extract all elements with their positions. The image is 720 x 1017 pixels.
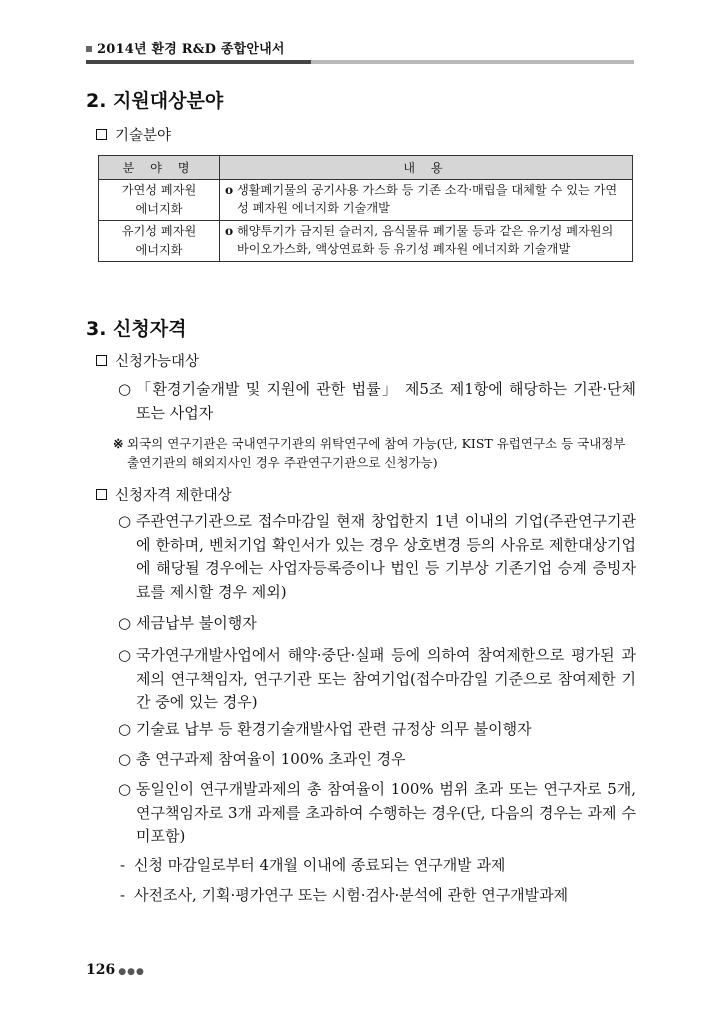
field-line: 에너지화 [135, 202, 183, 216]
table-cell-content [220, 180, 633, 221]
field-line: 가연성 폐자원 [121, 183, 197, 197]
running-header [86, 38, 285, 57]
field-table [98, 155, 633, 262]
item-text: 「환경기술개발 및 지원에 관한 법률」 제5조 제1항에 해당하는 기관·단체 또는 사업자 [136, 380, 636, 422]
sub-item-text: 신청 마감일로부터 4개월 이내에 종료되는 연구개발 과제 [134, 856, 506, 874]
page-dots-icon: ●●● [118, 967, 145, 977]
restricted-item [118, 644, 636, 715]
dash-bullet-icon: - [120, 886, 126, 904]
header-field: 분 야 명 [99, 156, 220, 180]
table-header-row [99, 156, 633, 180]
circle-bullet-icon: ○ [118, 720, 132, 738]
square-bullet-icon [96, 355, 107, 366]
restricted-item [118, 718, 636, 742]
table-cell-content [220, 221, 633, 262]
restricted-item [118, 748, 636, 772]
content-text: 해양투기가 금지된 슬러지, 음식물류 폐기물 등과 같은 유기성 폐자원의 바이오가스화, 액상연료화 등 유기성 폐자원 에너지화 기술개발 [237, 224, 614, 256]
table-row [99, 221, 633, 262]
field-line: 에너지화 [135, 243, 183, 257]
table-cell-field [99, 180, 220, 221]
dash-bullet-icon: - [120, 856, 126, 874]
table-cell-field [99, 221, 220, 262]
item-text: 세금납부 불이행자 [136, 614, 257, 632]
subsection-label: 기술분야 [115, 128, 172, 144]
subsection-eligible [96, 350, 199, 371]
header-rule-dark [86, 60, 311, 64]
restricted-item [118, 612, 636, 636]
circle-bullet-icon: o [225, 183, 234, 197]
note-item [113, 434, 636, 472]
circle-bullet-icon: ○ [118, 614, 132, 632]
section-3-title: 3. 신청자격 [86, 318, 187, 340]
item-text: 동일인이 연구개발과제의 총 참여율이 100% 범위 초과 또는 연구자로 5개, 연구책임자로 3개 과제를 초과하여 수행하는 경우(단, 다음의 경우는 과제 수 미포함) [136, 780, 636, 845]
circle-bullet-icon: ○ [118, 780, 132, 798]
circle-bullet-icon: o [225, 224, 234, 238]
square-bullet-icon [96, 489, 107, 500]
circle-bullet-icon: ○ [118, 750, 132, 768]
table-row [99, 180, 633, 221]
field-line: 유기성 폐자원 [121, 224, 197, 238]
sub-item-text: 사전조사, 기획·평가연구 또는 시험·검사·분석에 관한 연구개발과제 [134, 886, 569, 904]
header-marker-icon [86, 46, 92, 52]
page-number-text: 126 [86, 962, 116, 978]
restricted-item [118, 778, 636, 849]
circle-bullet-icon: ○ [118, 646, 132, 664]
sub-item [120, 884, 640, 907]
subsection-restricted [96, 484, 232, 505]
square-bullet-icon [96, 129, 107, 140]
section-2-title: 2. 지원대상분야 [86, 90, 224, 112]
subsection-tech-field [96, 124, 171, 145]
header-content: 내 용 [220, 156, 633, 180]
circle-bullet-icon: ○ [118, 512, 132, 530]
subsection-label: 신청자격 제한대상 [115, 488, 232, 504]
item-text: 총 연구과제 참여율이 100% 초과인 경우 [136, 750, 406, 768]
item-text: 주관연구기관으로 접수마감일 현재 창업한지 1년 이내의 기업(주관연구기관에 한하며, 벤처기업 확인서가 있는 경우 상호변경 등의 사유로 제한대상기업에 해당될 경우에는 사업자등록증이나 법인 등 기부상 기존기업 승계 증빙자료를 제시할 경우 제외) [136, 512, 636, 601]
restricted-item [118, 510, 636, 604]
note-text: 외국의 연구기관은 국내연구기관의 위탁연구에 참여 가능(단, KIST 유럽연구소 등 국내정부 출연기관의 해외지사인 경우 주관연구기관으로 신청가능) [127, 436, 626, 470]
subsection-label: 신청가능대상 [115, 354, 200, 370]
reference-mark-icon: ※ [113, 436, 124, 451]
page-number [86, 962, 145, 978]
circle-bullet-icon: ○ [118, 380, 132, 398]
content-text: 생활폐기물의 공기사용 가스화 등 기존 소각·매립을 대체할 수 있는 가연성 폐자원 에너지화 기술개발 [237, 183, 618, 215]
item-text: 국가연구개발사업에서 해약·중단·실패 등에 의하여 참여제한으로 평가된 과제의 연구책임자, 연구기관 또는 참여기업(접수마감일 기준으로 참여제한 기간 중에 있는 경우) [136, 646, 636, 711]
sub-item [120, 854, 640, 877]
header-rule-light [311, 60, 634, 64]
item-text: 기술료 납부 등 환경기술개발사업 관련 규정상 의무 불이행자 [136, 720, 532, 738]
header-title: 2014년 환경 R&D 종합안내서 [97, 42, 285, 57]
eligible-item [118, 378, 636, 425]
